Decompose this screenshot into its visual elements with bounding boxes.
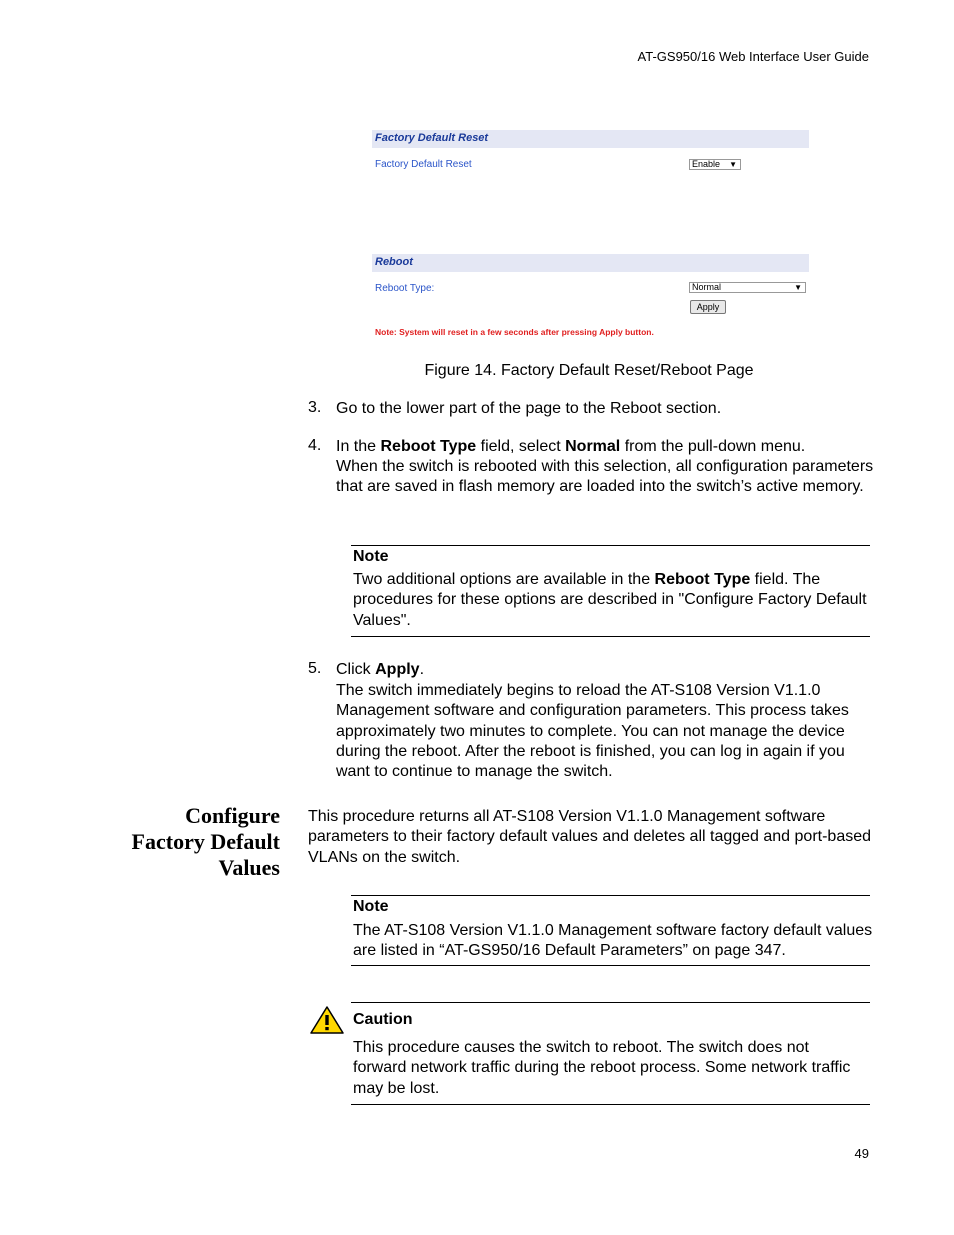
section-heading: Configure Factory Default Values <box>131 803 280 880</box>
reboot-type-label: Reboot Type: <box>375 283 435 294</box>
page-header: AT-GS950/16 Web Interface User Guide <box>637 49 869 64</box>
apply-button[interactable]: Apply <box>690 300 726 314</box>
reboot-type-select[interactable] <box>689 282 806 293</box>
figure-caption: Figure 14. Factory Default Reset/Reboot Page <box>424 362 754 379</box>
factory-reset-label: Factory Default Reset <box>375 159 472 170</box>
note-top-rule <box>351 895 870 896</box>
note-heading: Note <box>353 898 389 915</box>
reboot-section-bar <box>372 254 809 272</box>
caution-bottom-rule <box>351 1104 870 1105</box>
reboot-warning-note: Note: System will reset in a few seconds after pressing Apply button. <box>375 327 654 337</box>
factory-reset-section-title: Factory Default Reset <box>375 132 489 144</box>
chevron-down-icon: ▼ <box>794 283 802 292</box>
reboot-section-title: Reboot <box>375 256 413 268</box>
section-body: This procedure returns all AT-S108 Version V1.1.0 Management software parameters to their factory default values and deletes all tagged and port-based VLANs on the switch. <box>308 808 872 866</box>
step-number: 5. <box>308 660 322 677</box>
step-5-detail: The switch immediately begins to reload the AT-S108 Version V1.1.0 Management software and configuration parameters. This process takes approximately two minutes to complete. You can not manage the device during the reboot. After the reboot is finished, you can log in again if you want to continue to manage the switch. <box>336 682 849 781</box>
step-4-text: In the Reboot Type field, select Normal from the pull-down menu. <box>336 438 806 455</box>
note-top-rule <box>351 545 870 546</box>
warning-triangle-icon <box>309 1005 345 1035</box>
figure-screenshot <box>371 129 811 344</box>
note-text: Two additional options are available in the Reboot Type field. The procedures for these options are described in "Configure Factory Default Values". <box>353 571 867 629</box>
step-4-detail: When the switch is rebooted with this selection, all configuration parameters that are saved in flash memory are loaded into the switch’s active memory. <box>336 458 874 496</box>
step-number: 3. <box>308 399 322 416</box>
caution-top-rule <box>351 1002 870 1003</box>
step-5-text: Click Apply. <box>336 661 425 678</box>
note-text: The AT-S108 Version V1.1.0 Management software factory default values are listed in “AT-GS950/16 Default Parameters” on page 347. <box>353 922 873 960</box>
note-bottom-rule <box>351 965 870 966</box>
page-number: 49 <box>854 1146 869 1161</box>
note-bottom-rule <box>351 636 870 637</box>
step-3-text: Go to the lower part of the page to the Reboot section. <box>336 400 722 417</box>
factory-reset-section-bar <box>372 130 809 148</box>
caution-text: This procedure causes the switch to reboot. The switch does not forward network traffic during the reboot process. Some network traffic may be lost. <box>353 1039 851 1097</box>
note-heading: Note <box>353 548 389 565</box>
reboot-type-select-value: Normal <box>692 282 722 292</box>
caution-heading: Caution <box>353 1011 413 1028</box>
factory-reset-select[interactable] <box>689 159 741 170</box>
factory-reset-select-value: Enable <box>692 159 721 169</box>
step-number: 4. <box>308 437 322 454</box>
chevron-down-icon: ▼ <box>729 160 737 169</box>
